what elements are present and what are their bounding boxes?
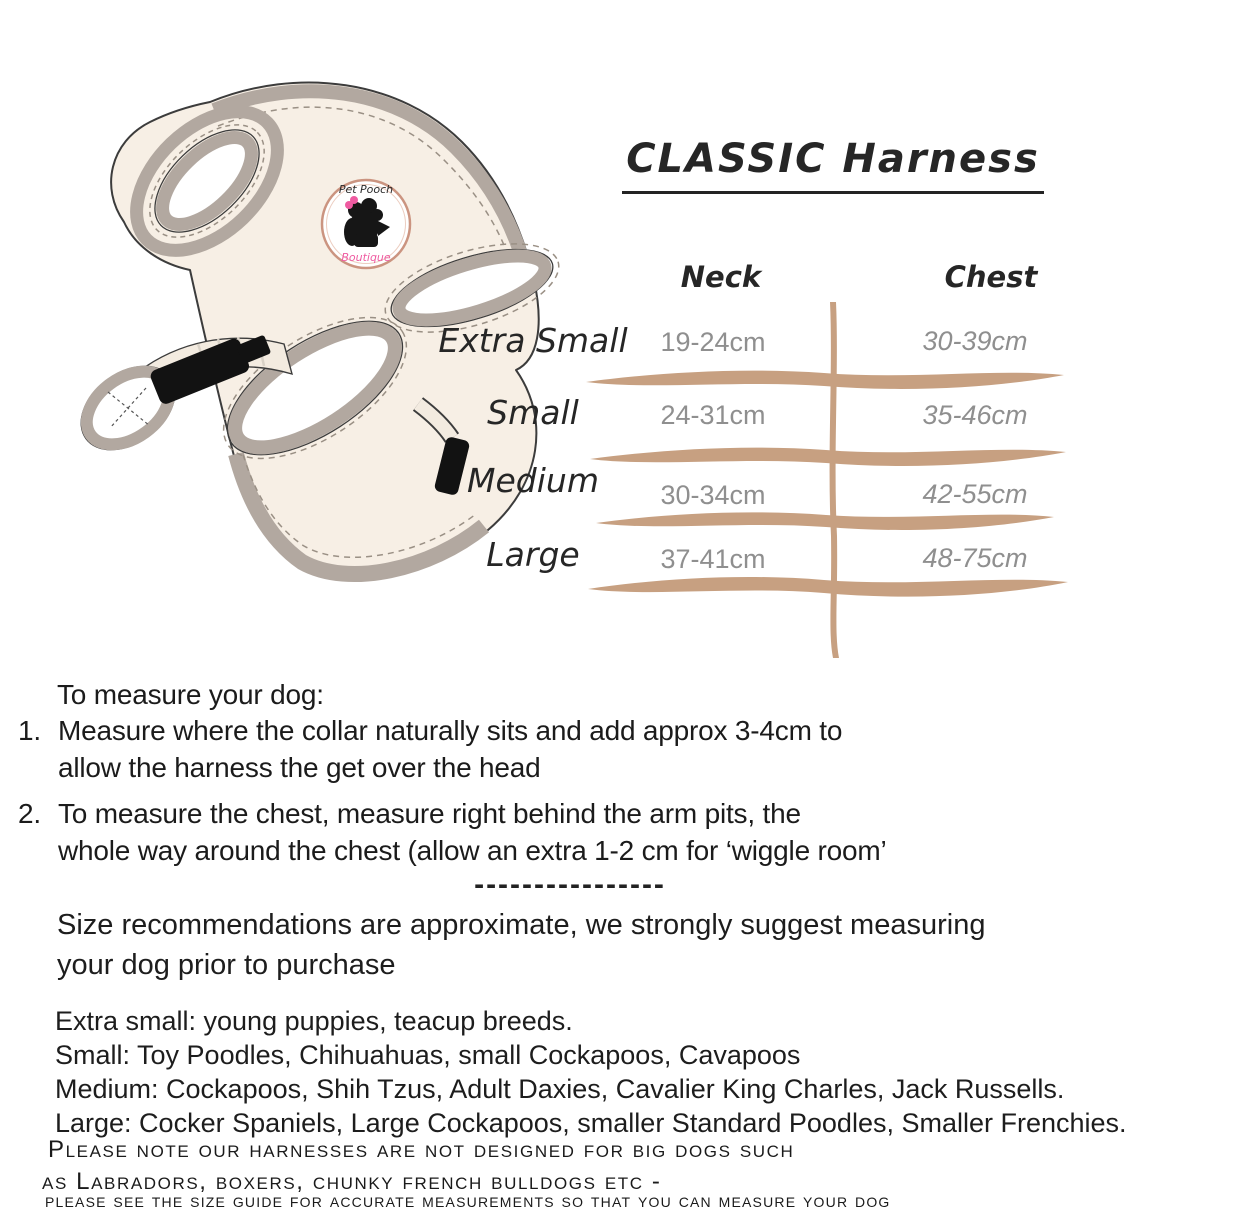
page-title (598, 136, 1068, 194)
footnote-line-2: as Labradors, boxers, chunky french bulldogs etc - (42, 1168, 662, 1195)
vertical-brush-divider (830, 302, 839, 658)
step-2-line-1: To measure the chest, measure right behind the arm pits, the (58, 798, 801, 829)
breed-guide-medium: Medium: Cockapoos, Shih Tzus, Adult Daxies, Cavalier King Charles, Jack Russells. (55, 1074, 1065, 1104)
logo-brand-bottom: Boutique (341, 251, 391, 264)
chest-value-small: 35-46cm (922, 400, 1028, 430)
step-1-line-2: allow the harness the get over the head (58, 752, 541, 783)
footnote-line-1: Please note our harnesses are not designed for big dogs such (48, 1136, 795, 1163)
column-header-chest: Chest (944, 260, 1038, 294)
step-1-text (58, 712, 1048, 786)
breed-guide-small: Small: Toy Poodles, Chihuahuas, small Cockapoos, Cavapoos (55, 1040, 801, 1070)
breed-guide (55, 1004, 1225, 1140)
chest-value-extra-small: 30-39cm (922, 326, 1028, 356)
size-disclaimer (57, 905, 1207, 985)
dashed-divider: ---------------- (474, 868, 666, 901)
row-divider-1 (586, 371, 1064, 389)
row-divider-2 (590, 448, 1066, 466)
chest-value-large: 48-75cm (922, 543, 1028, 573)
measuring-heading: To measure your dog: (57, 679, 324, 710)
size-label-large: Large (486, 535, 580, 574)
footnote-line-3: please see the size guide for accurate measurements so that you can measure your dog (45, 1190, 891, 1212)
step-2-text (58, 795, 1208, 869)
step-2-number: 2. (18, 798, 41, 829)
size-label-small: Small (487, 393, 579, 432)
size-label-medium: Medium (467, 461, 599, 500)
disclaimer-line-2: your dog prior to purchase (57, 949, 396, 981)
breed-guide-extra-small: Extra small: young puppies, teacup breeds. (55, 1006, 573, 1036)
step-2-line-2: whole way around the chest (allow an extra 1-2 cm for ‘wiggle room’ (58, 835, 887, 866)
neck-value-extra-small: 19-24cm (660, 327, 766, 357)
logo-brand-top: Pet Pooch (338, 183, 394, 196)
breed-guide-large: Large: Cocker Spaniels, Large Cockapoos, smaller Standard Poodles, Smaller Frenchies. (55, 1108, 1127, 1138)
step-1-line-1: Measure where the collar naturally sits and add approx 3-4cm to (58, 715, 843, 746)
disclaimer-line-1: Size recommendations are approximate, we strongly suggest measuring (57, 909, 986, 941)
brand-logo (322, 180, 410, 268)
neck-value-small: 24-31cm (660, 400, 766, 430)
neck-value-medium: 30-34cm (660, 480, 766, 510)
row-divider-4 (588, 577, 1068, 597)
chest-value-medium: 42-55cm (922, 479, 1028, 509)
neck-value-large: 37-41cm (660, 544, 766, 574)
page-title-text: CLASSIC Harness (622, 136, 1044, 194)
step-1-number: 1. (18, 715, 41, 746)
size-label-extra-small: Extra Small (438, 321, 628, 360)
column-header-neck: Neck (680, 260, 762, 294)
row-divider-3 (596, 512, 1054, 530)
